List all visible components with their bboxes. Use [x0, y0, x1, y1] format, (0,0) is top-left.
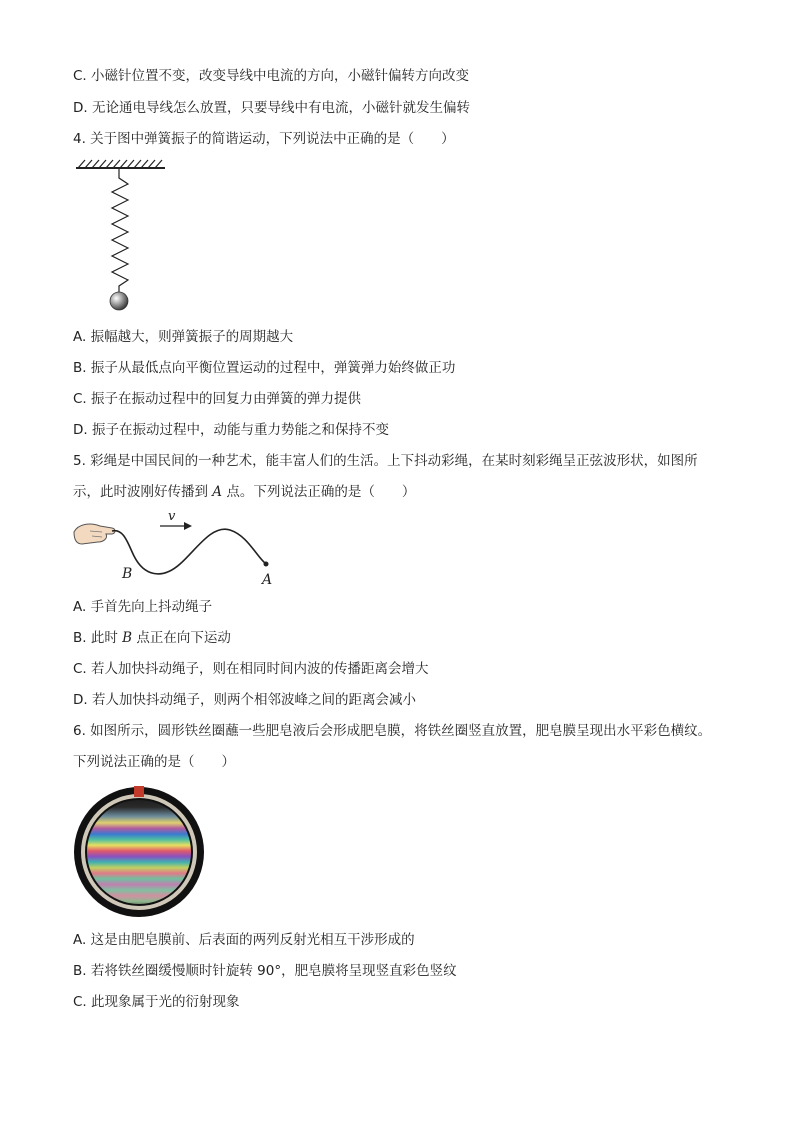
point-a-label-figure: A — [262, 572, 273, 588]
spring-oscillator-figure — [72, 158, 172, 313]
velocity-label: v — [168, 509, 176, 524]
q6-stem-line1: 6. 如图所示，圆形铁丝圈蘸一些肥皂液后会形成肥皂膜，将铁丝圈竖直放置，肥皂膜呈现出水平彩色横纹。 — [73, 723, 712, 739]
q5-option-c: C. 若人加快抖动绳子，则在相同时间内波的传播距离会增大 — [73, 661, 429, 677]
q6-option-b: B. 若将铁丝圈缓慢顺时针旋转 90°，肥皂膜将呈现竖直彩色竖纹 — [73, 963, 457, 979]
q5-option-b: B. 此时 B 点正在向下运动 — [73, 630, 231, 646]
q4-option-c: C. 振子在振动过程中的回复力由弹簧的弹力提供 — [73, 391, 362, 407]
q4-option-b: B. 振子从最低点向平衡位置运动的过程中，弹簧弹力始终做正功 — [73, 360, 456, 376]
point-b-var: B — [122, 630, 133, 646]
q6-option-a: A. 这是由肥皂膜前、后表面的两列反射光相互干涉形成的 — [73, 932, 415, 948]
q5-stem-line1: 5. 彩绳是中国民间的一种艺术，能丰富人们的生活。上下抖动彩绳，在某时刻彩绳呈正弦波形状，如图所 — [73, 453, 698, 469]
q3-option-c: C. 小磁针位置不变，改变导线中电流的方向，小磁针偏转方向改变 — [73, 68, 470, 84]
q5-option-d: D. 若人加快抖动绳子，则两个相邻波峰之间的距离会减小 — [73, 692, 416, 708]
point-a-label: A — [212, 484, 223, 500]
q6-option-c: C. 此现象属于光的衍射现象 — [73, 994, 240, 1010]
point-b-label: B — [122, 566, 133, 582]
q5-option-a: A. 手首先向上抖动绳子 — [73, 599, 213, 615]
q4-option-d: D. 振子在振动过程中，动能与重力势能之和保持不变 — [73, 422, 389, 438]
q6-stem-line2: 下列说法正确的是（ ） — [73, 754, 235, 770]
q5-stem-line2: 示，此时波刚好传播到 A 点。下列说法正确的是（ ） — [73, 484, 416, 500]
q4-stem: 4. 关于图中弹簧振子的简谐运动，下列说法中正确的是（ ） — [73, 131, 455, 147]
wave-rope-figure — [72, 506, 282, 590]
soap-film-photo — [72, 786, 206, 918]
q3-option-d: D. 无论通电导线怎么放置，只要导线中有电流，小磁针就发生偏转 — [73, 100, 470, 116]
q4-option-a: A. 振幅越大，则弹簧振子的周期越大 — [73, 329, 294, 345]
